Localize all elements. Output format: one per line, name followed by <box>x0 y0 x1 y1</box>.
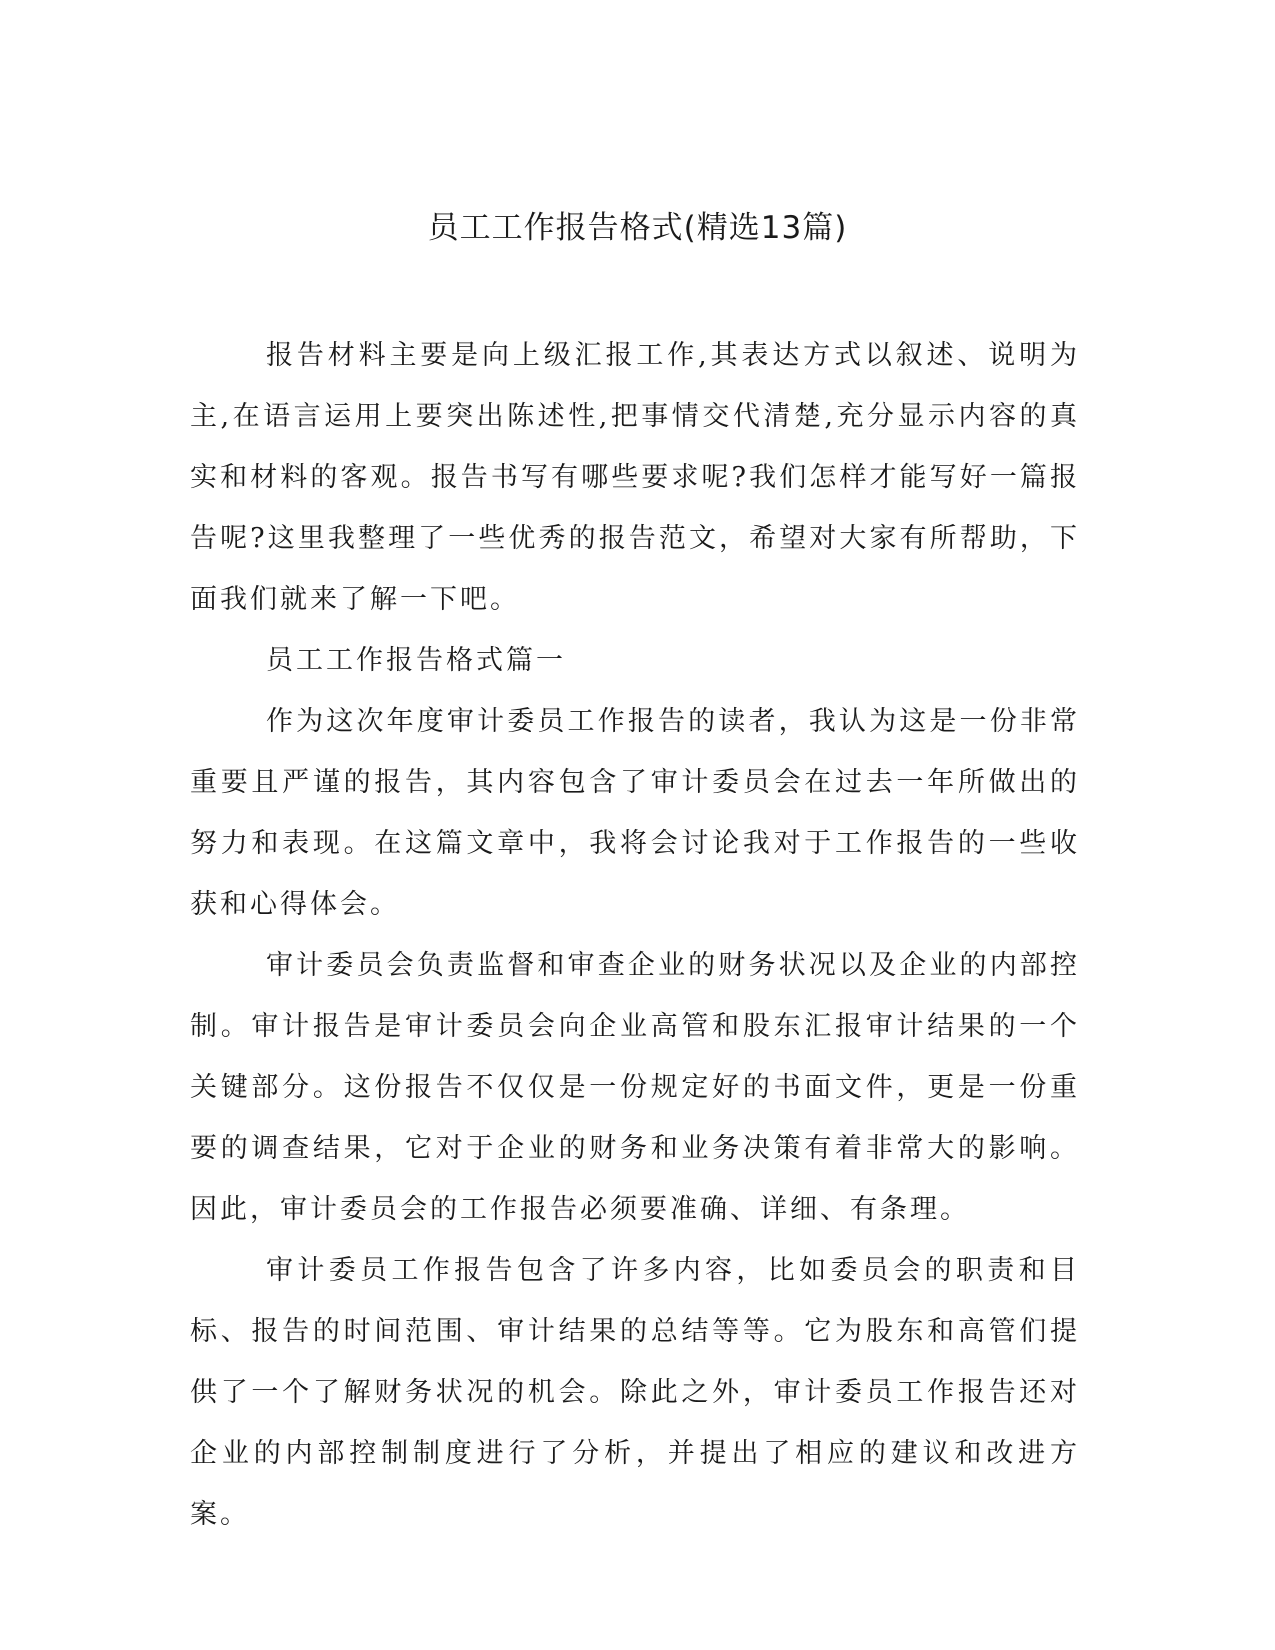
paragraph: 作为这次年度审计委员工作报告的读者，我认为这是一份非常重要且严谨的报告，其内容包含了审计委员会在过去一年所做出的努力和表现。在这篇文章中，我将会讨论我对于工作报告的一些收获和心得体会。 <box>190 706 1080 920</box>
paragraph: 审计委员会负责监督和审查企业的财务状况以及企业的内部控制。审计报告是审计委员会向企业高管和股东汇报审计结果的一个关键部分。这份报告不仅仅是一份规定好的书面文件，更是一份重要的调查结果，它对于企业的财务和业务决策有着非常大的影响。因此，审计委员会的工作报告必须要准确、详细、有条理。 <box>190 950 1080 1225</box>
section-heading: 员工工作报告格式篇一 <box>266 645 566 676</box>
paragraph-intro: 报告材料主要是向上级汇报工作,其表达方式以叙述、说明为主,在语言运用上要突出陈述性,把事情交代清楚,充分显示内容的真实和材料的客观。报告书写有哪些要求呢?我们怎样才能写好一篇报告呢?这里我整理了一些优秀的报告范文，希望对大家有所帮助，下面我们就来了解一下吧。 <box>190 340 1080 615</box>
paragraph: 审计委员工作报告包含了许多内容，比如委员会的职责和目标、报告的时间范围、审计结果的总结等等。它为股东和高管们提供了一个了解财务状况的机会。除此之外，审计委员工作报告还对企业的内部控制制度进行了分析，并提出了相应的建议和改进方案。 <box>190 1255 1080 1530</box>
document-body <box>190 325 1080 1545</box>
document-title: 员工工作报告格式(精选13篇) <box>427 210 848 246</box>
